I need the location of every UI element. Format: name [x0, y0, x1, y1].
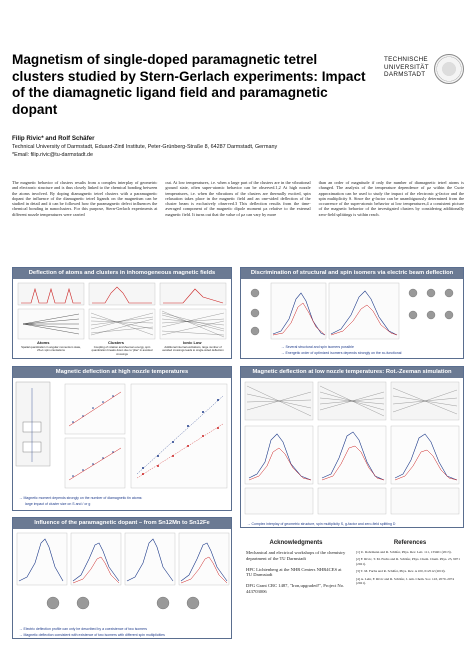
panel-dopant: [12, 517, 232, 639]
university-seal-icon: [434, 54, 464, 84]
acknowledgments-title: Acknowledgments: [269, 540, 323, 546]
discrimination-bullet-2: → Energetic order of optimized isomers depends strongly on the xc-functional: [281, 351, 402, 355]
caption-atoms: Spatial quantization in angular momentum state, 2S+1 spin orientations: [21, 345, 81, 353]
panel-low-nozzle: [240, 366, 464, 528]
panel-dopant-title: Influence of the paramagnetic dopant – from Sn12Mn to Sn12Fe: [13, 518, 231, 529]
label-ionic-low: Ionic Low: [183, 340, 202, 345]
reference-item: [4] A. Lehr, F. Rivic and R. Schäfer, J. Am. Chem. Soc. 143, 2070–2074 (2021).: [356, 576, 455, 586]
abstract-column-2: out. At low temperatures, i.e. when a large part of the clusters are in the vibrational ground state, often super-atomic behavior can be observed.1,2 At high nozzle temperatures, i.e. when the vibrations of the clusters are thermally excited, spin relaxation takes place in the magnetic field and an one-sided deflection of the cluster beam is exclusively observed.3 This deflection results from the time-averaged component of the magnetic dipole moment μz relative to the external magnetic field. It turns out that the value of μz can vary by more: [165, 180, 311, 217]
reference-item: [2] F. Rivic, T. M. Fuchs and R. Schäfer, Phys. Chem. Chem. Phys. 23, 9971 (2021).: [356, 557, 460, 566]
contact-email[interactable]: *Email: filip.rivic@tu-darmstadt.de: [12, 152, 93, 158]
abstract: [12, 180, 464, 258]
high-nozzle-figure: [13, 378, 231, 494]
poster-header: [12, 52, 464, 180]
electric-deflection-figure: [241, 279, 463, 345]
panel-deflection: [12, 267, 232, 359]
high-nozzle-bullet-1: → Magnetic moment depends strongly on the number of diamagnetic tin atoms:: [19, 496, 143, 500]
caption-ionic: Additional internal excitations, large number of avoided crossings leads to single-sided deflection: [162, 345, 224, 353]
panel-deflection-title: Deflection of atoms and clusters in inhomogeneous magnetic fields: [13, 268, 231, 279]
poster-title: Magnetism of single-doped paramagnetic tetrel clusters studied by Stern-Gerlach experiments: Impact of the diamagnetic ligand field and paramagnetic dopant: [12, 52, 366, 117]
low-nozzle-bullet-1: → Complex interplay of geometric structure, spin multiplicity S, g-factor and zero-field splitting D: [247, 522, 396, 526]
ack-hpc: HPC Lichtenberg at the NHR Centers NHR4CES at TU Darmstadt: [246, 566, 342, 578]
references: [356, 540, 464, 640]
abstract-column-1: The magnetic behavior of clusters results from a complex interplay of geometric and electronic structure and is thus closely linked to the chemical bonding between the atoms involved. By doping diamagnetic tetrel clusters with a paramagnetic dopant the influence of the diamagnetic tetrel ligands on the magnetism can be studied in detail and it can be followed how the paramagnetic defect influences the chemical bonding in nanoclusters. For this purpose, Stern-Gerlach experiments at different nozzle temperatures were carried: [12, 180, 158, 217]
abstract-column-3: than an order of magnitude if only the number of diamagnetic tetrel atoms is changed. The analysis of the temperature dependence of μz within the Curie approximation can be used to study the impact of the electronic g-factor and the spin multiplicity S. Since the g-factor can be unambiguously determined from the occurrence of the super-atomic behavior at low temperatures,4 a consistent picture of the magnetic behavior of the investigated clusters by considering additionally zero-field splittings is within reach.: [318, 180, 464, 217]
label-clusters: Clusters: [108, 340, 125, 345]
authors: Filip Rivic* and Rolf Schäfer: [12, 135, 95, 142]
dopant-bullet-1: → Electric deflection profile can only be described by a coexistence of two isomers: [19, 627, 148, 631]
references-title: References: [393, 540, 427, 546]
high-nozzle-bullet-2: large impact of cluster size on S and / or g: [25, 502, 91, 506]
reference-item: [1] U. Rohrmann and R. Schäfer, Phys. Rev. Lett. 111, 133401 (2013).: [356, 550, 452, 554]
label-atoms: Atoms: [37, 340, 50, 345]
discrimination-bullet-1: → Several structural and spin isomers possible: [281, 345, 354, 349]
low-nozzle-figure: [241, 378, 463, 522]
caption-clusters: Coupling of rotation and Zeeman energy, spin quantization breaks down due to 'jitter' in avoided crossings: [91, 345, 153, 356]
panel-discrimination-title: Discrimination of structural and spin isomers via electric beam deflection: [241, 268, 463, 279]
panel-high-nozzle: [12, 366, 232, 511]
reference-item: [3] T. M. Fuchs and R. Schäfer, Phys. Rev. A 100, 012512 (2019).: [356, 569, 446, 574]
panel-discrimination: [240, 267, 464, 359]
ack-dfg: DFG Grant CRC 1487, "Iron,upgraded!", Project No. 443703006: [246, 583, 345, 594]
university-logo-text: TECHNISCHE UNIVERSITÄT DARMSTADT: [384, 56, 429, 79]
dopant-figure: [13, 529, 231, 625]
affiliation: Technical University of Darmstadt, Eduard-Zintl Institute, Peter-Grünberg-Straße 8, 64287 Darmstadt, Germany: [12, 144, 278, 150]
panel-low-nozzle-title: Magnetic deflection at low nozzle temperatures: Rot.-Zeeman simulation: [241, 367, 463, 378]
acknowledgments: [246, 540, 346, 640]
panel-high-nozzle-title: Magnetic deflection at high nozzle temperatures: [13, 367, 231, 378]
dopant-bullet-2: → Magnetic deflection consistent with existence of two isomers with different spin multiplicities: [19, 633, 165, 637]
ack-workshops: Mechanical and electrical workshops of the chemistry department of the TU Darmstadt: [246, 550, 346, 561]
